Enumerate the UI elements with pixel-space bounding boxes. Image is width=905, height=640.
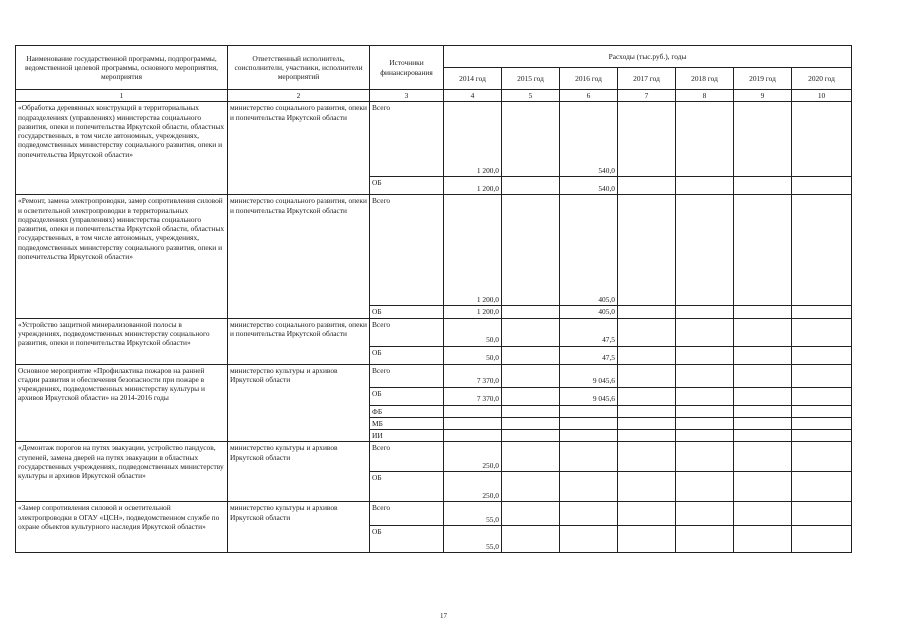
amount-cell	[734, 442, 792, 472]
amount-cell	[502, 502, 560, 526]
amount-cell	[618, 364, 676, 387]
amount-cell	[502, 318, 560, 346]
header-year: 2015 год	[502, 68, 560, 90]
amount-cell	[502, 387, 560, 405]
amount-cell	[792, 306, 852, 318]
amount-cell	[676, 472, 734, 502]
table-row	[16, 502, 852, 526]
amount-cell: 250,0	[444, 442, 502, 472]
amount-cell: 47,5	[560, 318, 618, 346]
amount-cell	[618, 405, 676, 417]
amount-cell	[734, 430, 792, 442]
budget-table	[15, 45, 852, 553]
executor: министерство культуры и архивов Иркутской области	[228, 442, 370, 502]
amount-cell	[502, 472, 560, 502]
header-executor-column: Ответственный исполнитель, соисполнители, участники, исполнители мероприятий	[228, 46, 370, 90]
amount-cell	[676, 442, 734, 472]
funding-source: Всего	[370, 195, 444, 306]
amount-cell	[618, 526, 676, 553]
amount-cell	[560, 526, 618, 553]
page-number: 17	[440, 612, 447, 620]
executor: министерство социального развития, опеки и попечительства Иркутской области	[228, 102, 370, 195]
table-row	[16, 364, 852, 387]
amount-cell	[502, 442, 560, 472]
amount-cell	[792, 405, 852, 417]
amount-cell	[502, 364, 560, 387]
amount-cell: 405,0	[560, 306, 618, 318]
amount-cell	[502, 346, 560, 364]
funding-source: МБ	[370, 417, 444, 429]
amount-cell	[676, 195, 734, 306]
activity-name: «Обработка деревянных конструкций в территориальных подразделениях (управлениях) министерства социального развития, опеки и попечительства Иркутской области, областных государственных, в том числе автономных, учреждениях, подведомственных министерству социального развития, опеки и попечительства Иркутской области»	[16, 102, 228, 195]
amount-cell: 7 370,0	[444, 387, 502, 405]
amount-cell	[734, 405, 792, 417]
amount-cell	[734, 364, 792, 387]
funding-source: Всего	[370, 364, 444, 387]
activity-name: «Демонтаж порогов на путях эвакуации, устройство пандусов, ступеней, замена дверей на путях эвакуации в областных государственных учреждениях, подведомственных министерству культуры и архивов Иркутской области»	[16, 442, 228, 502]
amount-cell	[734, 177, 792, 195]
funding-source: Всего	[370, 442, 444, 472]
amount-cell	[618, 442, 676, 472]
funding-source: Всего	[370, 502, 444, 526]
amount-cell	[618, 177, 676, 195]
amount-cell	[618, 430, 676, 442]
header-name-column: Наименование государственной программы, подпрограммы, ведомственной целевой программы, основного мероприятия, мероприятия	[16, 46, 228, 90]
amount-cell	[618, 346, 676, 364]
column-number: 9	[734, 90, 792, 102]
funding-source: ОБ	[370, 306, 444, 318]
amount-cell	[502, 430, 560, 442]
amount-cell	[676, 430, 734, 442]
amount-cell	[502, 102, 560, 177]
amount-cell	[676, 346, 734, 364]
amount-cell: 9 045,6	[560, 387, 618, 405]
amount-cell	[734, 387, 792, 405]
amount-cell: 1 200,0	[444, 306, 502, 318]
amount-cell	[792, 387, 852, 405]
amount-cell	[618, 102, 676, 177]
amount-cell: 1 200,0	[444, 102, 502, 177]
amount-cell	[618, 195, 676, 306]
executor: министерство социального развития, опеки и попечительства Иркутской области	[228, 318, 370, 364]
funding-source: ИИ	[370, 430, 444, 442]
amount-cell	[676, 177, 734, 195]
amount-cell: 405,0	[560, 195, 618, 306]
header-year: 2018 год	[676, 68, 734, 90]
amount-cell	[734, 502, 792, 526]
amount-cell	[676, 364, 734, 387]
amount-cell	[618, 472, 676, 502]
amount-cell	[792, 526, 852, 553]
amount-cell	[792, 318, 852, 346]
header-source-column: Источники финансирования	[370, 46, 444, 90]
column-number: 4	[444, 90, 502, 102]
amount-cell: 1 200,0	[444, 177, 502, 195]
amount-cell	[676, 502, 734, 526]
funding-source: ОБ	[370, 346, 444, 364]
amount-cell	[618, 502, 676, 526]
amount-cell	[734, 306, 792, 318]
header-year: 2014 год	[444, 68, 502, 90]
amount-cell	[676, 318, 734, 346]
activity-name: «Замер сопротивления силовой и осветительной электропроводки в ОГАУ «ЦСН», подведомственном службе по охране объектов культурного наследия Иркутской области»	[16, 502, 228, 553]
amount-cell	[792, 195, 852, 306]
column-number: 2	[228, 90, 370, 102]
amount-cell	[792, 102, 852, 177]
executor: министерство культуры и архивов Иркутской области	[228, 502, 370, 553]
amount-cell	[734, 346, 792, 364]
amount-cell	[734, 526, 792, 553]
amount-cell: 540,0	[560, 102, 618, 177]
funding-source: Всего	[370, 102, 444, 177]
amount-cell	[734, 472, 792, 502]
amount-cell	[676, 417, 734, 429]
executor: министерство социального развития, опеки и попечительства Иркутской области	[228, 195, 370, 318]
amount-cell	[792, 442, 852, 472]
amount-cell: 50,0	[444, 346, 502, 364]
funding-source: ФБ	[370, 405, 444, 417]
amount-cell	[676, 526, 734, 553]
amount-cell: 9 045,6	[560, 364, 618, 387]
amount-cell	[618, 417, 676, 429]
amount-cell	[502, 195, 560, 306]
column-number: 3	[370, 90, 444, 102]
amount-cell	[792, 472, 852, 502]
column-number: 7	[618, 90, 676, 102]
table-row	[16, 318, 852, 346]
amount-cell	[618, 318, 676, 346]
activity-name: «Устройство защитной минерализованной полосы в учреждениях, подведомственных министерству социального развития, опеки и попечительства Иркутской области»	[16, 318, 228, 364]
amount-cell	[676, 405, 734, 417]
amount-cell	[792, 346, 852, 364]
amount-cell	[502, 306, 560, 318]
amount-cell: 55,0	[444, 526, 502, 553]
executor: министерство культуры и архивов Иркутской области	[228, 364, 370, 442]
column-number: 1	[16, 90, 228, 102]
amount-cell: 47,5	[560, 346, 618, 364]
table-row	[16, 442, 852, 472]
activity-name: «Ремонт, замена электропроводки, замер сопротивления силовой и осветительной электропроводки в территориальных подразделениях (управлениях) министерства социального развития, опеки и попечительства Иркутской области, областных государственных, в том числе автономных, учреждениях, подведомственных министерству социального развития, опеки и попечительства Иркутской области»	[16, 195, 228, 318]
column-number: 10	[792, 90, 852, 102]
amount-cell	[560, 502, 618, 526]
amount-cell	[676, 102, 734, 177]
amount-cell: 250,0	[444, 472, 502, 502]
header-expenses: Расходы (тыс.руб.), годы	[444, 46, 852, 68]
amount-cell	[560, 417, 618, 429]
amount-cell: 540,0	[560, 177, 618, 195]
amount-cell	[502, 526, 560, 553]
header-year: 2016 год	[560, 68, 618, 90]
amount-cell	[734, 318, 792, 346]
amount-cell	[792, 177, 852, 195]
amount-cell	[502, 177, 560, 195]
activity-name: Основное мероприятие «Профилактика пожаров на ранней стадии развития и обеспечения безопасности при пожаре в учреждениях, подведомственных министерству культуры и архивов Иркутской области» на 2014-2016 годы	[16, 364, 228, 442]
amount-cell	[502, 405, 560, 417]
amount-cell	[444, 405, 502, 417]
amount-cell: 7 370,0	[444, 364, 502, 387]
funding-source: ОБ	[370, 472, 444, 502]
table-body	[16, 102, 852, 553]
column-number: 5	[502, 90, 560, 102]
amount-cell	[676, 387, 734, 405]
amount-cell	[734, 102, 792, 177]
amount-cell	[502, 417, 560, 429]
amount-cell	[792, 430, 852, 442]
amount-cell	[618, 306, 676, 318]
table-row	[16, 102, 852, 177]
funding-source: ОБ	[370, 177, 444, 195]
amount-cell	[618, 387, 676, 405]
column-number: 8	[676, 90, 734, 102]
amount-cell	[560, 442, 618, 472]
amount-cell	[734, 417, 792, 429]
amount-cell	[560, 405, 618, 417]
header-year: 2019 год	[734, 68, 792, 90]
amount-cell	[792, 417, 852, 429]
amount-cell: 55,0	[444, 502, 502, 526]
amount-cell	[560, 430, 618, 442]
funding-source: ОБ	[370, 387, 444, 405]
amount-cell	[560, 472, 618, 502]
table-row	[16, 195, 852, 306]
amount-cell	[444, 430, 502, 442]
funding-source: Всего	[370, 318, 444, 346]
header-year: 2017 год	[618, 68, 676, 90]
amount-cell	[792, 502, 852, 526]
funding-source: ОБ	[370, 526, 444, 553]
amount-cell: 1 200,0	[444, 195, 502, 306]
amount-cell	[734, 195, 792, 306]
column-number: 6	[560, 90, 618, 102]
amount-cell	[792, 364, 852, 387]
amount-cell	[444, 417, 502, 429]
amount-cell: 50,0	[444, 318, 502, 346]
header-year: 2020 год	[792, 68, 852, 90]
amount-cell	[676, 306, 734, 318]
